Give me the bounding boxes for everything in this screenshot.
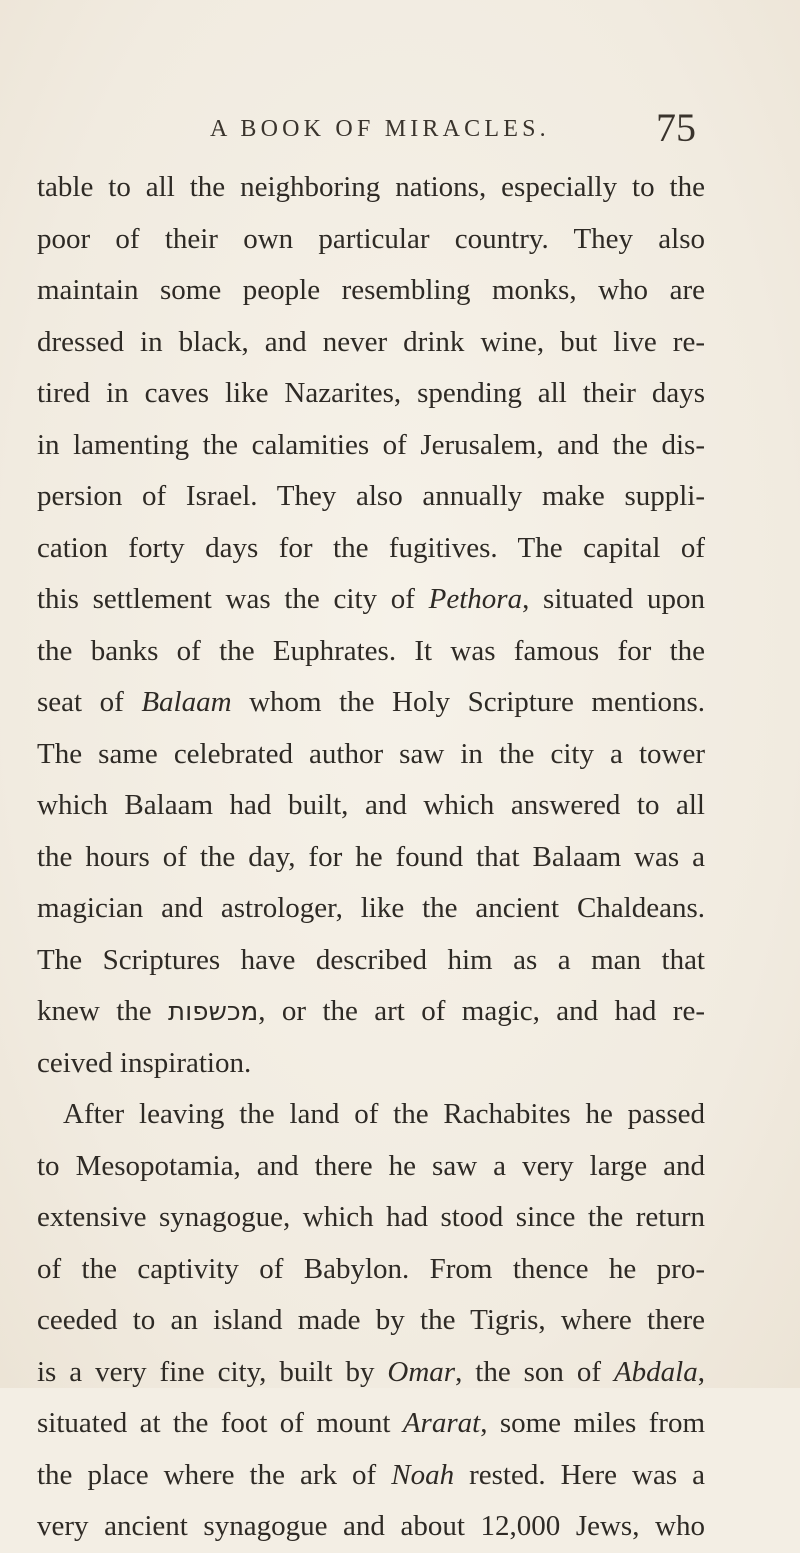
text-line — [37, 986, 705, 1038]
text-segment: situated at the foot of mount — [37, 1407, 403, 1439]
text-segment: magician and astrologer, like the ancient Chaldeans. — [37, 892, 705, 924]
text-segment: maintain some people resembling monks, who are — [37, 274, 705, 306]
text-segment: table to all the neighboring nations, especially to the — [37, 171, 705, 203]
italic-name: Abdala — [613, 1355, 698, 1388]
text-line — [37, 1295, 705, 1347]
text-segment: After leaving the land of the Rachabites he passed — [63, 1098, 705, 1130]
running-head: A BOOK OF MIRACLES. — [210, 116, 550, 142]
text-segment: of the captivity of Babylon. From thence he pro- — [37, 1252, 705, 1285]
text-line — [37, 883, 705, 935]
italic-name: Balaam — [141, 686, 232, 718]
text-segment: the banks of the Euphrates. It was famous for the — [37, 634, 705, 667]
text-line — [37, 420, 705, 472]
text-line — [37, 729, 705, 781]
text-line — [37, 1089, 705, 1141]
text-line — [37, 265, 705, 317]
text-segment: rested. Here was a — [454, 1458, 705, 1491]
text-segment: seat of — [37, 686, 142, 718]
text-segment: the hours of the day, for he found that Balaam was a — [37, 840, 705, 873]
italic-name: Pethora — [428, 583, 523, 615]
text-segment: extensive synagogue, which had stood since the return — [37, 1201, 705, 1233]
text-line — [37, 1450, 705, 1502]
italic-name: Noah — [391, 1458, 455, 1491]
text-segment: The Scriptures have described him as a man that — [37, 943, 705, 976]
text-segment: knew the — [37, 995, 169, 1027]
hebrew-word: מכשפות — [168, 997, 259, 1027]
text-line — [37, 1038, 705, 1090]
text-segment: , the son of — [455, 1355, 614, 1388]
text-segment: poor of their own particular country. They also — [37, 222, 705, 255]
text-line — [37, 162, 705, 214]
text-line — [37, 935, 705, 987]
text-segment: the place where the ark of — [37, 1458, 392, 1491]
text-segment: , — [697, 1355, 705, 1388]
italic-name: Omar — [387, 1355, 456, 1388]
text-segment: ceeded to an island made by the Tigris, where there — [37, 1304, 705, 1336]
text-segment: persion of Israel. They also annually make suppli- — [37, 480, 705, 512]
text-line — [37, 626, 705, 678]
text-segment: in lamenting the calamities of Jerusalem, and the dis- — [37, 428, 705, 461]
text-line — [37, 1244, 705, 1296]
page-header — [0, 105, 800, 150]
text-line — [37, 523, 705, 575]
text-segment: whom the Holy Scripture mentions. — [231, 686, 705, 718]
text-segment: very ancient synagogue and about 12,000 Jews, who — [37, 1510, 705, 1542]
text-segment: ceived inspiration. — [37, 1046, 252, 1079]
text-line — [37, 677, 705, 729]
text-line — [37, 1192, 705, 1244]
text-segment: cation forty days for the fugitives. The capital of — [37, 531, 705, 564]
text-segment: this settlement was the city of — [37, 583, 429, 615]
text-line — [37, 1501, 705, 1553]
italic-name: Ararat — [402, 1407, 481, 1439]
text-segment: tired in caves like Nazarites, spending all their days — [37, 377, 705, 409]
page-number: 75 — [656, 105, 696, 150]
text-line — [37, 780, 705, 832]
body-text — [37, 162, 705, 1553]
text-segment: dressed in black, and never drink wine, but live re- — [37, 325, 705, 358]
text-segment: The same celebrated author saw in the city a tower — [37, 737, 705, 770]
text-segment: which Balaam had built, and which answered to all — [37, 789, 705, 821]
text-line — [37, 317, 705, 369]
text-segment: , or the art of magic, and had re- — [258, 995, 705, 1027]
text-line — [37, 1141, 705, 1193]
text-line — [37, 574, 705, 626]
text-line — [37, 1347, 705, 1399]
text-segment: to Mesopotamia, and there he saw a very large and — [37, 1149, 705, 1182]
text-line — [37, 471, 705, 523]
text-segment: is a very fine city, built by — [37, 1355, 388, 1388]
text-line — [37, 214, 705, 266]
text-line — [37, 1398, 705, 1450]
text-line — [37, 832, 705, 884]
text-segment: , some miles from — [480, 1407, 705, 1439]
text-line — [37, 368, 705, 420]
text-segment: , situated upon — [522, 583, 705, 615]
